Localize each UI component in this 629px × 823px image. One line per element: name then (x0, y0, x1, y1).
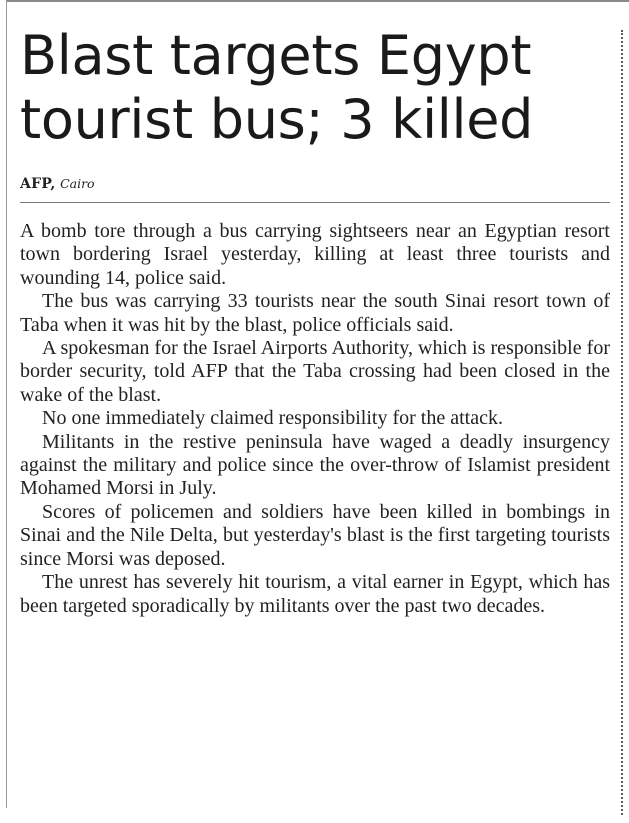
headline-line-1: Blast targets Egypt (20, 24, 532, 87)
headline-line-2: tourist bus; 3 killed (20, 88, 534, 151)
paragraph-3: A spokesman for the Israel Airports Authority, which is responsible for border security, told AFP that the Taba crossing had been closed in the wake of the blast. (20, 337, 610, 406)
byline-divider (20, 202, 610, 203)
paragraph-7: The unrest has severely hit tourism, a vital earner in Egypt, which has been targeted sporadically by militants over the past two decades. (20, 571, 610, 617)
paragraph-1: A bomb tore through a bus carrying sightseers near an Egyptian resort town bordering Israel yesterday, killing at least three tourists and wounding 14, police said. (20, 220, 610, 289)
paragraph-4: No one immediately claimed responsibility for the attack. (42, 407, 503, 430)
byline (20, 175, 610, 193)
dotted-column-rule (621, 30, 623, 815)
news-article (20, 24, 610, 618)
paragraph-5: Militants in the restive peninsula have waged a deadly insurgency against the military and police since the over-throw of Islamist president Mohamed Morsi in July. (20, 430, 610, 500)
paragraph-2: The bus was carrying 33 tourists near the south Sinai resort town of Taba when it was hit by the blast, police officials said. (20, 290, 610, 336)
byline-city: Cairo (60, 176, 95, 191)
left-column-rule (6, 0, 7, 808)
article-body (20, 220, 610, 618)
top-rule (6, 0, 629, 2)
headline (20, 24, 610, 152)
byline-agency: AFP, (20, 176, 56, 192)
paragraph-6: Scores of policemen and soldiers have been killed in bombings in Sinai and the Nile Delta, but yesterday's blast is the first targeting tourists since Morsi was deposed. (20, 500, 610, 570)
